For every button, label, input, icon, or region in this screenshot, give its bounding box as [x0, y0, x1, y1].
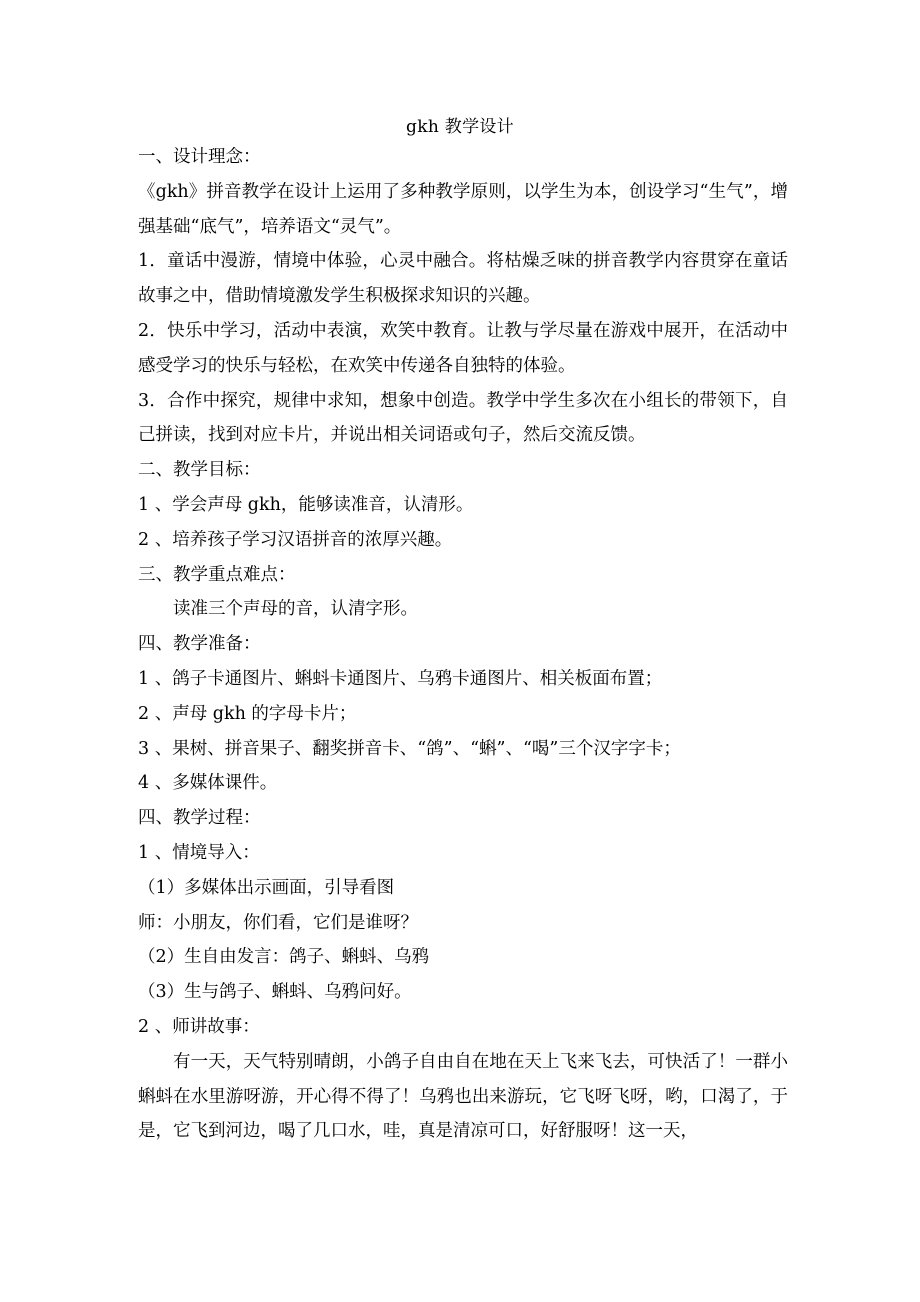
list-item: 1 、鸽子卡通图片、蝌蚪卡通图片、乌鸦卡通图片、相关板面布置；: [138, 668, 663, 689]
section-heading-teaching-goals: 二、教学目标：: [138, 460, 261, 481]
paragraph: 读准三个声母的音，认清字形。: [173, 599, 418, 620]
list-item: 4 、多媒体课件。: [138, 773, 278, 794]
paragraph: 2．快乐中学习，活动中表演，欢笑中教育。让教与学尽量在游戏中展开，在活动中感受学习的快乐与轻松，在欢笑中传递各自独特的体验。: [138, 320, 788, 376]
list-item: 3 、果树、拼音果子、翻奖拼音卡、“鸽”、“蝌”、“喝”三个汉字字卡；: [138, 738, 681, 759]
section-heading-design-concept: 一、设计理念：: [138, 147, 261, 167]
list-item: （1）多媒体出示画面，引导看图: [138, 877, 395, 898]
document-body: [138, 140, 788, 1149]
paragraph: 1．童话中漫游，情境中体验，心灵中融合。将枯燥乏味的拼音教学内容贯穿在童话故事之中，借助情境激发学生积极探求知识的兴趣。: [138, 251, 788, 307]
list-item: （3）生与鸽子、蝌蚪、乌鸦问好。: [138, 982, 412, 1003]
list-item: 1 、情境导入：: [138, 842, 260, 863]
list-item: 1 、学会声母 gkh，能够读准音，认清形。: [138, 494, 474, 515]
list-item: （2）生自由发言：鸽子、蝌蚪、乌鸦: [138, 947, 430, 968]
list-item: 2 、培养孩子学习汉语拼音的浓厚兴趣。: [138, 529, 453, 550]
section-heading-preparation: 四、教学准备：: [138, 634, 261, 655]
section-heading-process: 四、教学过程：: [138, 808, 261, 829]
paragraph: 师：小朋友，你们看，它们是谁呀？: [138, 912, 418, 933]
list-item: 2 、声母 gkh 的字母卡片；: [138, 703, 357, 724]
paragraph: 3．合作中探究，规律中求知，想象中创造。教学中学生多次在小组长的带领下，自己拼读，找到对应卡片，并说出相关词语或句子，然后交流反馈。: [138, 390, 788, 446]
document-title: gkh 教学设计: [406, 117, 514, 137]
paragraph: 《gkh》拼音教学在设计上运用了多种教学原则，以学生为本，创设学习“生气”，增强基础“底气”，培养语文“灵气”。: [138, 181, 788, 237]
story-paragraph: 有一天，天气特别晴朗，小鸽子自由自在地在天上飞来飞去，可快活了！一群小蝌蚪在水里游呀游，开心得不得了！乌鸦也出来游玩，它飞呀飞呀，哟，口渴了，于是，它飞到河边，喝了几口水，哇，真是清凉可口，好舒服呀！这一天，: [138, 1051, 788, 1142]
list-item: 2 、师讲故事：: [138, 1016, 260, 1037]
section-heading-key-points: 三、教学重点难点：: [138, 564, 296, 585]
